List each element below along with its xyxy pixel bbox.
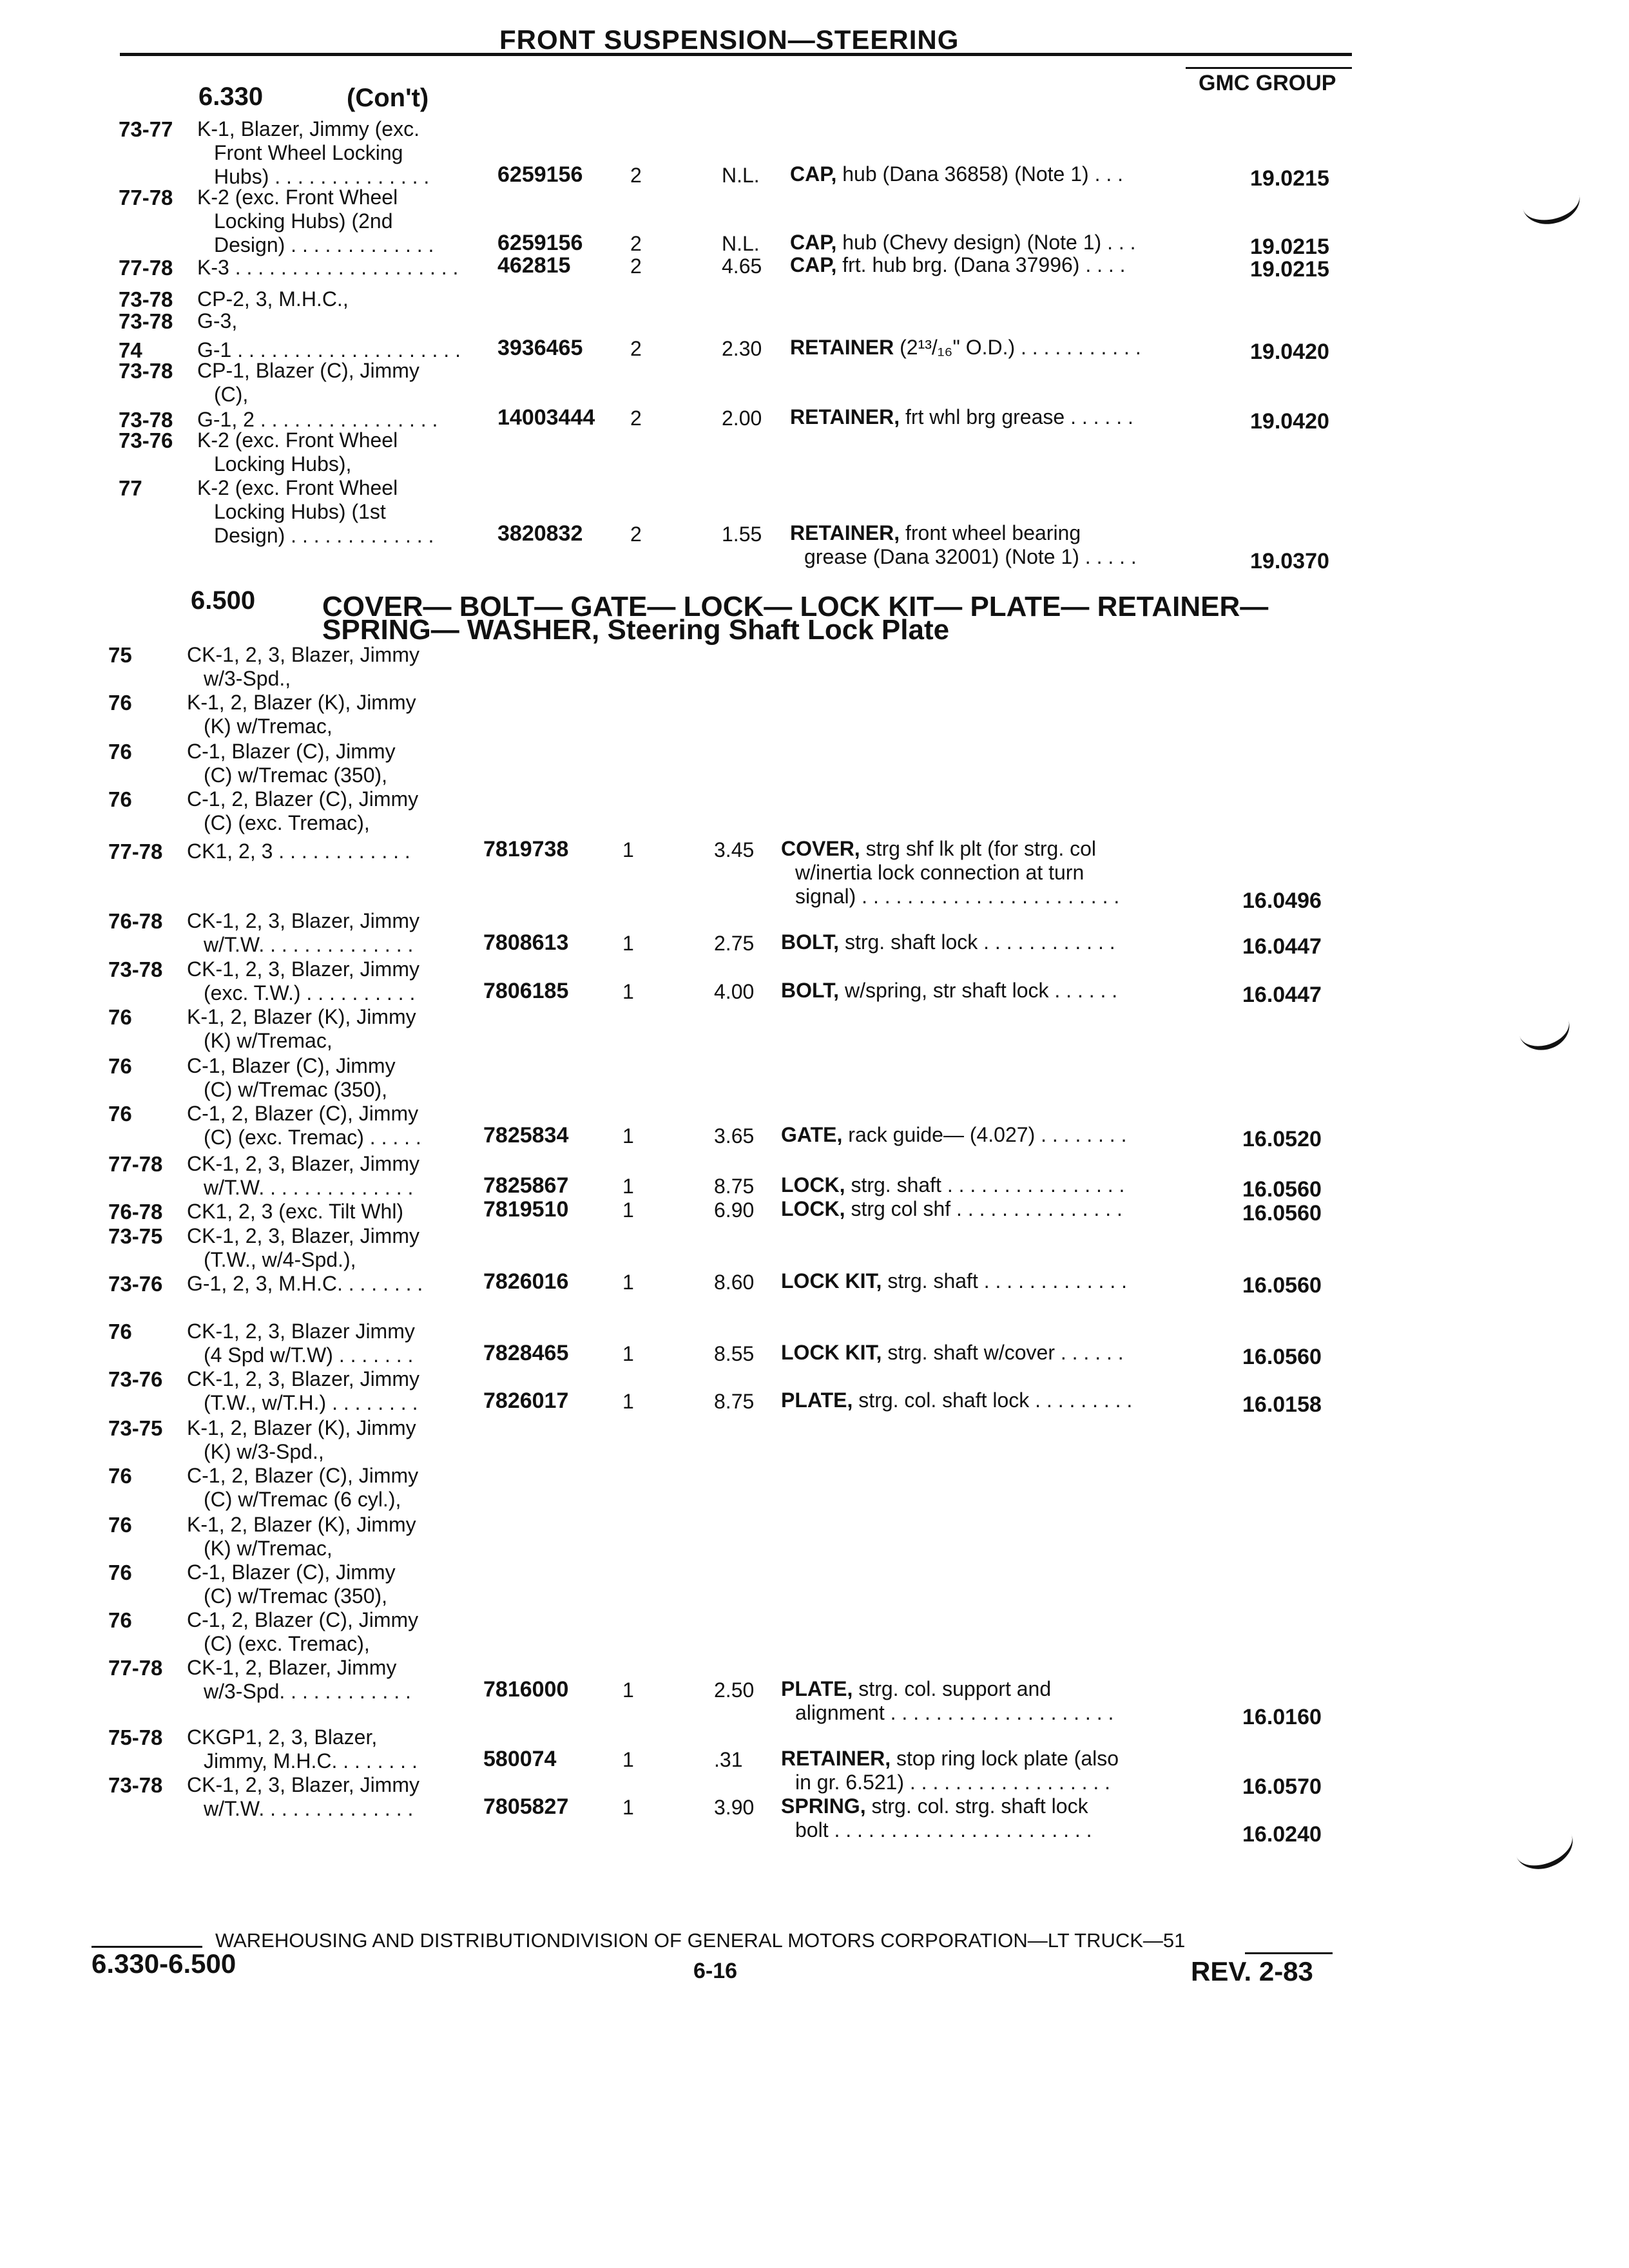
quantity: 1 xyxy=(622,1271,634,1294)
list-price: 2.30 xyxy=(722,337,762,360)
part-number: 7826017 xyxy=(483,1389,569,1413)
part-number: 7806185 xyxy=(483,979,569,1003)
quantity: 1 xyxy=(622,1390,634,1413)
footer-section-range: 6.330-6.500 xyxy=(92,1948,236,1979)
part-name: COVER, xyxy=(781,837,860,860)
model-years: 76 xyxy=(108,1561,132,1584)
model-years: 76 xyxy=(108,1054,132,1078)
model-applicability: (C) w/Tremac (350), xyxy=(204,1078,388,1101)
part-name: LOCK KIT, xyxy=(781,1269,882,1293)
quantity: 2 xyxy=(630,255,642,278)
quantity: 1 xyxy=(622,980,634,1003)
model-applicability: Locking Hubs) (1st xyxy=(214,500,386,523)
part-number: 3936465 xyxy=(497,336,583,360)
model-years: 73-75 xyxy=(108,1416,163,1440)
list-price: 6.90 xyxy=(714,1198,755,1222)
group-number: 19.0420 xyxy=(1250,409,1329,434)
model-applicability: CP-2, 3, M.H.C., xyxy=(197,287,349,311)
list-price: 8.60 xyxy=(714,1271,755,1294)
model-applicability: CK-1, 2, Blazer, Jimmy xyxy=(187,1656,397,1679)
part-description-text: strg. shaft lock . . . . . . . . . . . . xyxy=(844,930,1115,954)
group-rule xyxy=(1186,67,1352,69)
quantity: 2 xyxy=(630,523,642,546)
model-years: 77-78 xyxy=(108,840,163,863)
part-description-text: (2¹³/₁₆" O.D.) . . . . . . . . . . . xyxy=(900,336,1141,359)
quantity: 2 xyxy=(630,232,642,255)
binder-mark xyxy=(1518,174,1585,230)
model-applicability: w/T.W. . . . . . . . . . . . . . xyxy=(204,933,414,956)
part-description-text: rack guide— (4.027) . . . . . . . . xyxy=(848,1123,1127,1146)
part-description xyxy=(781,1173,1124,1197)
binder-mark xyxy=(1513,999,1576,1056)
quantity: 2 xyxy=(630,337,642,360)
group-number: 16.0560 xyxy=(1242,1345,1322,1369)
quantity: 1 xyxy=(622,1748,634,1771)
part-description xyxy=(781,1794,1088,1818)
part-description xyxy=(781,1389,1132,1412)
part-description xyxy=(781,837,1096,861)
model-years: 73-77 xyxy=(119,117,173,141)
list-price: 8.55 xyxy=(714,1342,755,1365)
part-number: 7816000 xyxy=(483,1677,569,1702)
list-price: 3.45 xyxy=(714,838,755,861)
model-applicability: (K) w/Tremac, xyxy=(204,1029,333,1052)
model-years: 76 xyxy=(108,740,132,764)
group-number: 16.0570 xyxy=(1242,1774,1322,1799)
model-applicability: (T.W., w/T.H.) . . . . . . . . xyxy=(204,1391,418,1414)
model-years: 76 xyxy=(108,1320,132,1343)
model-years: 73-76 xyxy=(108,1272,163,1296)
model-applicability: C-1, 2, Blazer (C), Jimmy xyxy=(187,1608,419,1631)
model-applicability: CK-1, 2, 3, Blazer, Jimmy xyxy=(187,1367,419,1390)
model-applicability: CP-1, Blazer (C), Jimmy xyxy=(197,359,419,382)
footer-division-text: WAREHOUSING AND DISTRIBUTIONDIVISION OF GENERAL MOTORS CORPORATION—LT TRUCK—51 xyxy=(215,1929,1186,1952)
part-name: LOCK KIT, xyxy=(781,1341,882,1364)
part-name: RETAINER xyxy=(790,336,894,359)
model-years: 76-78 xyxy=(108,909,163,933)
part-description xyxy=(781,1341,1124,1365)
model-applicability: (T.W., w/4-Spd.), xyxy=(204,1248,356,1271)
group-number: 19.0420 xyxy=(1250,340,1329,364)
part-name: LOCK, xyxy=(781,1197,845,1220)
model-applicability: K-1, Blazer, Jimmy (exc. xyxy=(197,117,419,140)
part-number: 7826016 xyxy=(483,1269,569,1294)
part-description xyxy=(790,336,1141,360)
part-description xyxy=(781,1677,1051,1701)
part-number: 14003444 xyxy=(497,405,595,430)
group-number: 16.0496 xyxy=(1242,889,1322,913)
part-description xyxy=(781,1269,1127,1293)
quantity: 2 xyxy=(630,407,642,430)
model-applicability: (C) (exc. Tremac), xyxy=(204,1632,370,1655)
model-applicability: (C) w/Tremac (350), xyxy=(204,1584,388,1608)
group-label: GMC GROUP xyxy=(1199,71,1336,95)
model-applicability: (C) (exc. Tremac), xyxy=(204,811,370,834)
part-description-cont: w/inertia lock connection at turn xyxy=(795,861,1084,884)
group-number: 16.0160 xyxy=(1242,1705,1322,1729)
model-years: 76 xyxy=(108,787,132,811)
model-applicability: K-1, 2, Blazer (K), Jimmy xyxy=(187,691,416,714)
model-years: 73-76 xyxy=(108,1367,163,1391)
quantity: 1 xyxy=(622,1678,634,1702)
group-number: 16.0560 xyxy=(1242,1177,1322,1202)
model-years: 77-78 xyxy=(119,256,173,280)
quantity: 1 xyxy=(622,932,634,955)
model-years: 73-78 xyxy=(108,957,163,981)
quantity: 1 xyxy=(622,1124,634,1148)
model-years: 73-78 xyxy=(119,287,173,311)
part-description xyxy=(781,1197,1123,1221)
model-applicability: Design) . . . . . . . . . . . . . xyxy=(214,524,434,547)
list-price: N.L. xyxy=(722,232,760,255)
part-name: CAP, xyxy=(790,162,837,186)
section-number: 6.500 xyxy=(191,586,256,615)
group-number: 16.0560 xyxy=(1242,1201,1322,1225)
part-description xyxy=(790,231,1136,255)
model-applicability: C-1, Blazer (C), Jimmy xyxy=(187,740,396,763)
part-description-text: strg. shaft . . . . . . . . . . . . . . . . xyxy=(851,1173,1125,1196)
group-number: 19.0215 xyxy=(1250,257,1329,282)
part-name: CAP, xyxy=(790,253,837,276)
list-price: 2.00 xyxy=(722,407,762,430)
model-years: 76 xyxy=(108,1102,132,1126)
model-applicability: Locking Hubs), xyxy=(214,452,352,476)
list-price: 1.55 xyxy=(722,523,762,546)
list-price: 4.65 xyxy=(722,255,762,278)
model-applicability: K-2 (exc. Front Wheel xyxy=(197,428,398,452)
model-applicability: K-1, 2, Blazer (K), Jimmy xyxy=(187,1513,416,1536)
part-description xyxy=(781,979,1117,1003)
list-price: N.L. xyxy=(722,164,760,187)
part-description-text: strg col shf . . . . . . . . . . . . . . . xyxy=(851,1197,1123,1220)
part-name: SPRING, xyxy=(781,1794,866,1818)
model-applicability: (K) w/Tremac, xyxy=(204,715,333,738)
group-number: 16.0447 xyxy=(1242,934,1322,959)
part-description-text: strg. col. shaft lock . . . . . . . . . xyxy=(858,1389,1133,1412)
part-description-text: frt. hub brg. (Dana 37996) . . . . xyxy=(842,253,1126,276)
model-years: 77-78 xyxy=(119,186,173,209)
model-years: 77 xyxy=(119,476,142,500)
model-applicability: (K) w/Tremac, xyxy=(204,1537,333,1560)
footer-revision: REV. 2-83 xyxy=(1191,1956,1313,1986)
model-years: 73-78 xyxy=(119,359,173,383)
model-applicability: C-1, 2, Blazer (C), Jimmy xyxy=(187,1464,419,1487)
part-description-text: stop ring lock plate (also xyxy=(896,1747,1119,1770)
list-price: 2.75 xyxy=(714,932,755,955)
model-applicability: w/T.W. . . . . . . . . . . . . . xyxy=(204,1176,414,1199)
model-years: 77-78 xyxy=(108,1656,163,1680)
part-number: 6259156 xyxy=(497,231,583,255)
part-name: PLATE, xyxy=(781,1389,853,1412)
model-applicability: K-1, 2, Blazer (K), Jimmy xyxy=(187,1416,416,1439)
model-applicability: (4 Spd w/T.W) . . . . . . . xyxy=(204,1343,414,1367)
model-applicability: C-1, 2, Blazer (C), Jimmy xyxy=(187,1102,419,1125)
footer-rule-left xyxy=(92,1946,202,1948)
part-description-text: strg. col. support and xyxy=(858,1677,1052,1700)
group-number: 16.0240 xyxy=(1242,1822,1322,1847)
part-description-text: strg. shaft w/cover . . . . . . xyxy=(887,1341,1124,1364)
model-applicability: K-3 . . . . . . . . . . . . . . . . . . . . xyxy=(197,256,459,279)
list-price: .31 xyxy=(714,1748,743,1771)
group-number: 19.0370 xyxy=(1250,549,1329,573)
model-years: 73-76 xyxy=(119,428,173,452)
group-number: 16.0520 xyxy=(1242,1127,1322,1151)
model-applicability: CK-1, 2, 3, Blazer, Jimmy xyxy=(187,643,419,666)
part-description xyxy=(781,1123,1126,1147)
part-description-text: strg shf lk plt (for strg. col xyxy=(865,837,1096,860)
model-applicability: (C) w/Tremac (350), xyxy=(204,764,388,787)
model-applicability: CK1, 2, 3 (exc. Tilt Whl) xyxy=(187,1200,404,1223)
model-applicability: G-3, xyxy=(197,309,238,332)
quantity: 1 xyxy=(622,1175,634,1198)
part-number: 7805827 xyxy=(483,1794,569,1819)
model-years: 76 xyxy=(108,1513,132,1537)
model-applicability: (K) w/3-Spd., xyxy=(204,1440,324,1463)
model-applicability: K-2 (exc. Front Wheel xyxy=(197,186,398,209)
part-description xyxy=(781,1747,1119,1771)
model-applicability: C-1, Blazer (C), Jimmy xyxy=(187,1561,396,1584)
model-applicability: CKGP1, 2, 3, Blazer, xyxy=(187,1725,378,1749)
part-number: 7819510 xyxy=(483,1197,569,1222)
quantity: 1 xyxy=(622,1198,634,1222)
part-number: 7819738 xyxy=(483,837,569,861)
model-applicability: (C), xyxy=(214,383,249,406)
group-number: 19.0215 xyxy=(1250,166,1329,191)
model-applicability: (C) (exc. Tremac) . . . . . xyxy=(204,1126,421,1149)
model-applicability: w/3-Spd. . . . . . . . . . . . xyxy=(204,1680,411,1703)
model-applicability: C-1, Blazer (C), Jimmy xyxy=(187,1054,396,1077)
page-title: FRONT SUSPENSION—STEERING xyxy=(499,24,959,55)
part-name: PLATE, xyxy=(781,1677,853,1700)
model-years: 76 xyxy=(108,691,132,715)
part-description-text: w/spring, str shaft lock . . . . . . xyxy=(844,979,1118,1002)
part-number: 580074 xyxy=(483,1747,557,1771)
model-applicability: CK-1, 2, 3, Blazer, Jimmy xyxy=(187,1152,419,1175)
part-description xyxy=(790,405,1133,429)
list-price: 2.50 xyxy=(714,1678,755,1702)
part-name: BOLT, xyxy=(781,930,840,954)
group-number: 19.0215 xyxy=(1250,235,1329,259)
model-applicability: CK-1, 2, 3, Blazer, Jimmy xyxy=(187,909,419,932)
model-applicability: Hubs) . . . . . . . . . . . . . . xyxy=(214,165,430,188)
part-number: 7808613 xyxy=(483,930,569,955)
group-number: 16.0447 xyxy=(1242,983,1322,1007)
model-years: 75-78 xyxy=(108,1725,163,1749)
part-description xyxy=(790,521,1081,545)
part-name: RETAINER, xyxy=(790,521,900,544)
model-applicability: G-1 . . . . . . . . . . . . . . . . . . . . xyxy=(197,338,461,361)
model-years: 76 xyxy=(108,1464,132,1488)
quantity: 1 xyxy=(622,838,634,861)
binder-mark xyxy=(1508,1814,1579,1877)
model-applicability: CK-1, 2, 3, Blazer, Jimmy xyxy=(187,957,419,981)
model-years: 73-78 xyxy=(119,408,173,432)
part-description-text: front wheel bearing xyxy=(905,521,1081,544)
model-applicability: K-1, 2, Blazer (K), Jimmy xyxy=(187,1005,416,1028)
model-years: 76-78 xyxy=(108,1200,163,1224)
model-applicability: (exc. T.W.) . . . . . . . . . . xyxy=(204,981,416,1004)
footer-page-number: 6-16 xyxy=(693,1959,738,1983)
part-name: GATE, xyxy=(781,1123,843,1146)
model-applicability: Jimmy, M.H.C. . . . . . . . xyxy=(204,1749,418,1773)
list-price: 3.90 xyxy=(714,1796,755,1819)
part-description xyxy=(781,930,1115,954)
part-description-text: frt whl brg grease . . . . . . xyxy=(905,405,1133,428)
part-number: 3820832 xyxy=(497,521,583,546)
part-description xyxy=(790,162,1123,186)
model-applicability: CK-1, 2, 3, Blazer, Jimmy xyxy=(187,1773,419,1796)
part-number: 462815 xyxy=(497,253,571,278)
part-description-cont: in gr. 6.521) . . . . . . . . . . . . . . . . . . xyxy=(795,1771,1111,1794)
quantity: 1 xyxy=(622,1342,634,1365)
model-applicability: (C) w/Tremac (6 cyl.), xyxy=(204,1488,401,1511)
model-years: 75 xyxy=(108,643,132,667)
part-description-cont: grease (Dana 32001) (Note 1) . . . . . xyxy=(804,545,1137,568)
part-number: 7825834 xyxy=(483,1123,569,1148)
part-description-cont: alignment . . . . . . . . . . . . . . . . . . . . xyxy=(795,1701,1114,1724)
list-price: 4.00 xyxy=(714,980,755,1003)
model-years: 73-75 xyxy=(108,1224,163,1248)
model-years: 76 xyxy=(108,1608,132,1632)
model-applicability: Front Wheel Locking xyxy=(214,141,403,164)
part-description-cont: bolt . . . . . . . . . . . . . . . . . . . . . . . xyxy=(795,1818,1092,1841)
part-name: RETAINER, xyxy=(790,405,900,428)
part-name: BOLT, xyxy=(781,979,840,1002)
model-applicability: w/3-Spd., xyxy=(204,667,291,690)
model-applicability: CK-1, 2, 3, Blazer, Jimmy xyxy=(187,1224,419,1247)
list-price: 8.75 xyxy=(714,1390,755,1413)
part-description-cont: signal) . . . . . . . . . . . . . . . . . . . . . . . xyxy=(795,885,1120,908)
quantity: 1 xyxy=(622,1796,634,1819)
part-number: 6259156 xyxy=(497,162,583,187)
group-number: 16.0158 xyxy=(1242,1392,1322,1417)
model-years: 77-78 xyxy=(108,1152,163,1176)
model-applicability: G-1, 2 . . . . . . . . . . . . . . . . xyxy=(197,408,438,431)
part-description xyxy=(790,253,1126,277)
model-applicability: Design) . . . . . . . . . . . . . xyxy=(214,233,434,256)
model-years: 73-78 xyxy=(108,1773,163,1797)
section-heading: COVER— BOLT— GATE— LOCK— LOCK KIT— PLATE— RETAINER— xyxy=(322,591,1269,622)
group-number: 16.0560 xyxy=(1242,1273,1322,1298)
part-name: RETAINER, xyxy=(781,1747,891,1770)
part-number: 7828465 xyxy=(483,1341,569,1365)
list-price: 3.65 xyxy=(714,1124,755,1148)
model-applicability: G-1, 2, 3, M.H.C. . . . . . . . xyxy=(187,1272,423,1295)
part-description-text: hub (Chevy design) (Note 1) . . . xyxy=(842,231,1136,254)
quantity: 2 xyxy=(630,164,642,187)
section-continued-label: (Con't) xyxy=(347,84,429,112)
part-number: 7825867 xyxy=(483,1173,569,1198)
model-years: 76 xyxy=(108,1005,132,1029)
model-applicability: w/T.W. . . . . . . . . . . . . . xyxy=(204,1797,414,1820)
model-applicability: CK1, 2, 3 . . . . . . . . . . . . xyxy=(187,840,410,863)
list-price: 8.75 xyxy=(714,1175,755,1198)
model-applicability: C-1, 2, Blazer (C), Jimmy xyxy=(187,787,419,811)
model-applicability: K-2 (exc. Front Wheel xyxy=(197,476,398,499)
section-heading-cont: SPRING— WASHER, Steering Shaft Lock Plate xyxy=(322,614,950,646)
section-number: 6.330 xyxy=(198,82,264,111)
footer-rule-right xyxy=(1245,1952,1333,1954)
part-description-text: strg. col. strg. shaft lock xyxy=(871,1794,1088,1818)
model-applicability: CK-1, 2, 3, Blazer Jimmy xyxy=(187,1320,415,1343)
part-description-text: strg. shaft . . . . . . . . . . . . . xyxy=(887,1269,1127,1293)
model-years: 73-78 xyxy=(119,309,173,333)
part-name: CAP, xyxy=(790,231,837,254)
model-applicability: Locking Hubs) (2nd xyxy=(214,209,393,233)
part-description-text: hub (Dana 36858) (Note 1) . . . xyxy=(842,162,1124,186)
model-years: 74 xyxy=(119,338,142,362)
part-name: LOCK, xyxy=(781,1173,845,1196)
